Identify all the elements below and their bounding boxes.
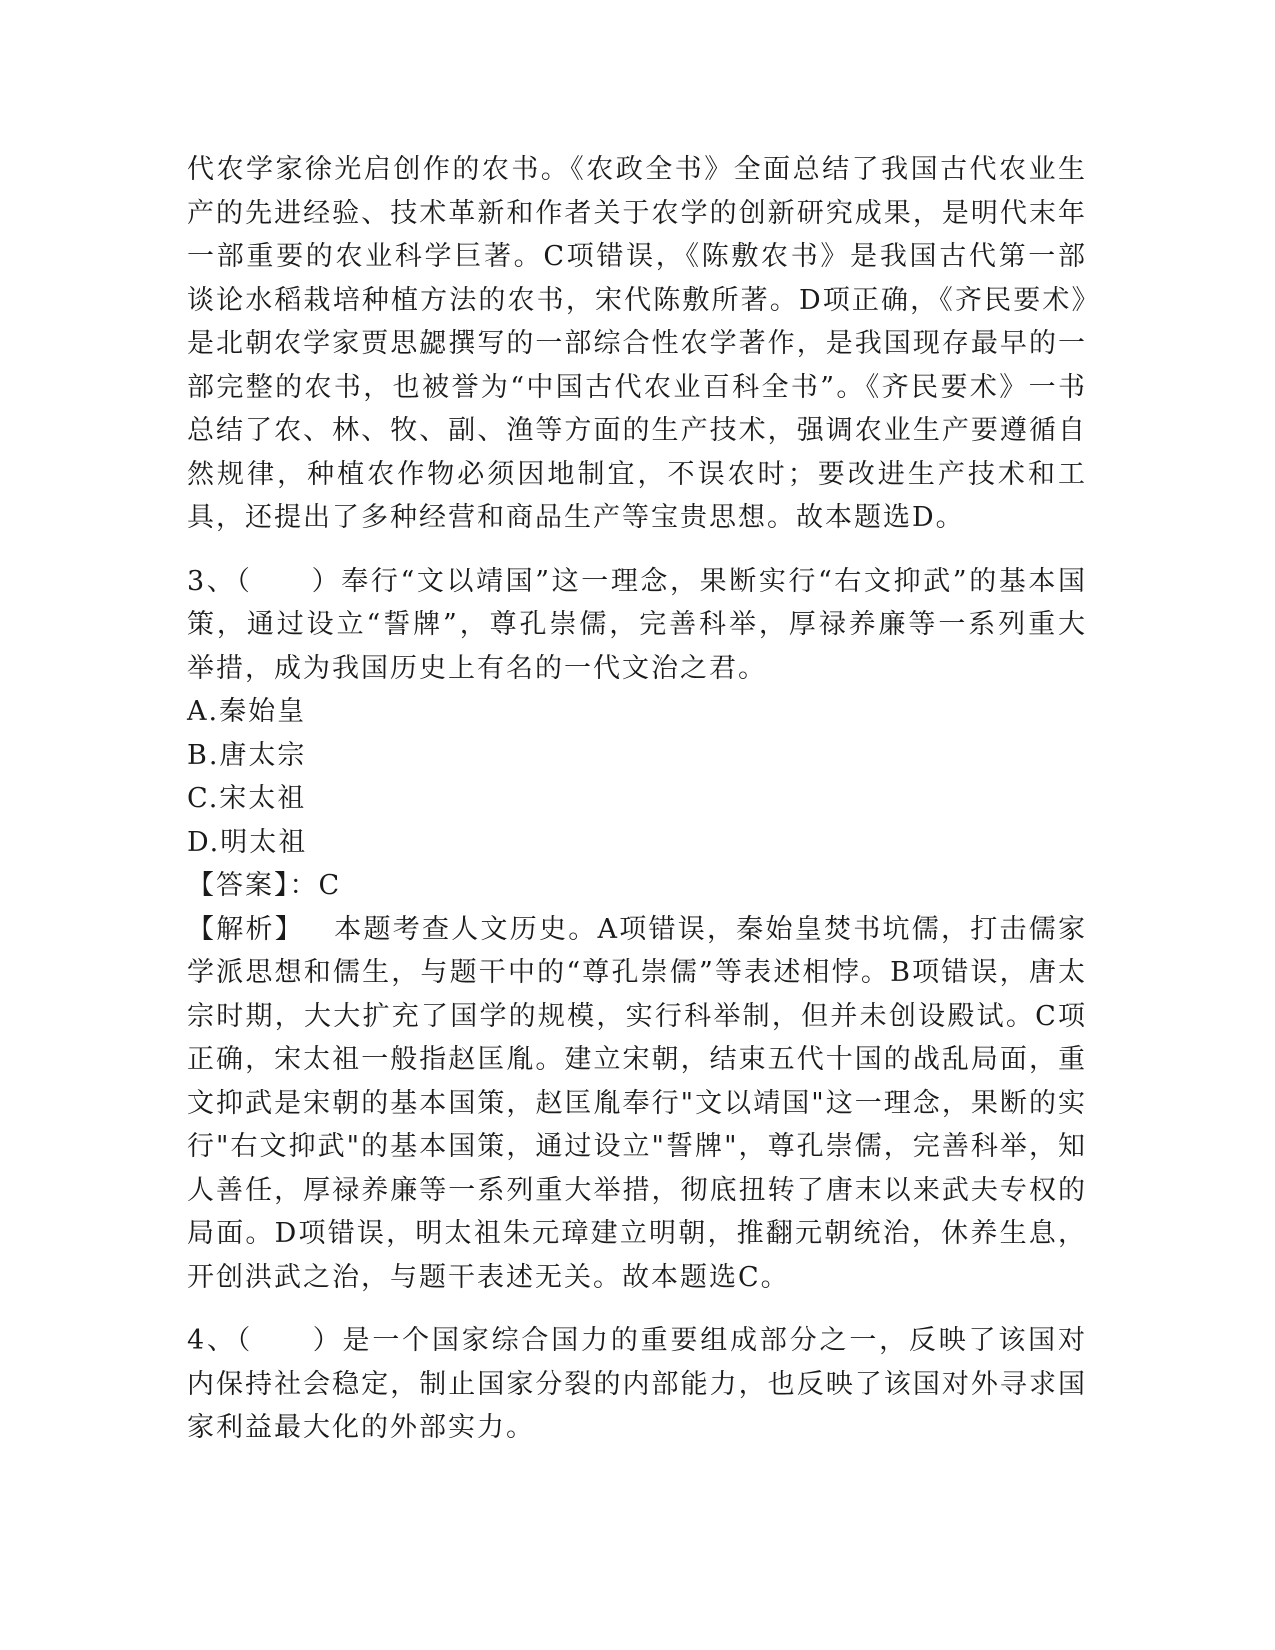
analysis-text: 本题考查人文历史。A项错误，秦始皇焚书坑儒，打击儒家学派思想和儒生，与题干中的“尊孔崇儒”等表述相悖。B项错误，唐太宗时期，大大扩充了国学的规模，实行科举制，但并未创设殿试。C项正确，宋太祖一般指赵匡胤。建立宋朝，结束五代十国的战乱局面，重文抑武是宋朝的基本国策，赵匡胤奉行"文以靖国"这一理念，果断的实行"右文抑武"的基本国策，通过设立"誓牌"，尊孔崇儒，完善科举，知人善任，厚禄养廉等一系列重大举措，彻底扭转了唐末以来武夫专权的局面。D项错误，明太祖朱元璋建立明朝，推翻元朝统治，休养生息，开创洪武之治，与题干表述无关。故本题选C。 — [187, 913, 1087, 1293]
spacer — [187, 1299, 1087, 1319]
answer-label: 【答案】： — [187, 870, 319, 901]
question-4-stem: 4、（ ）是一个国家综合国力的重要组成部分之一，反映了该国对内保持社会稳定，制止国家分裂的内部能力，也反映了该国对外寻求国家利益最大化的外部实力。 — [187, 1325, 1087, 1443]
option-c: C.宋太祖 — [187, 783, 307, 814]
document-page — [187, 148, 1087, 1450]
question-3-stem: 3、（ ）奉行“文以靖国”这一理念，果断实行“右文抑武”的基本国策，通过设立“誓牌”，尊孔崇儒，完善科举，厚禄养廉等一系列重大举措，成为我国历史上有名的一代文治之君。 — [187, 565, 1087, 684]
question-3-options — [187, 690, 1087, 864]
answer-value: C — [318, 870, 342, 901]
answer-line — [187, 864, 1087, 908]
spacer — [187, 540, 1087, 560]
analysis-label: 【解析】 — [187, 913, 304, 945]
previous-explanation-text: 代农学家徐光启创作的农书。《农政全书》全面总结了我国古代农业生产的先进经验、技术革新和作者关于农学的创新研究成果，是明代末年一部重要的农业科学巨著。C项错误，《陈敷农书》是我国古代第一部谈论水稻栽培种植方法的农书，宋代陈敷所著。D项正确，《齐民要术》是北朝农学家贾思勰撰写的一部综合性农学著作，是我国现存最早的一部完整的农书，也被誉为“中国古代农业百科全书”。《齐民要术》一书总结了农、林、牧、副、渔等方面的生产技术，强调农业生产要遵循自然规律，种植农作物必须因地制宜，不误农时；要改进生产技术和工具，还提出了多种经营和商品生产等宝贵思想。故本题选D。 — [187, 154, 1087, 533]
analysis-paragraph — [187, 908, 1087, 1300]
option-d: D.明太祖 — [187, 826, 308, 858]
option-b: B.唐太宗 — [187, 739, 307, 771]
option-a: A.秦始皇 — [187, 696, 307, 727]
